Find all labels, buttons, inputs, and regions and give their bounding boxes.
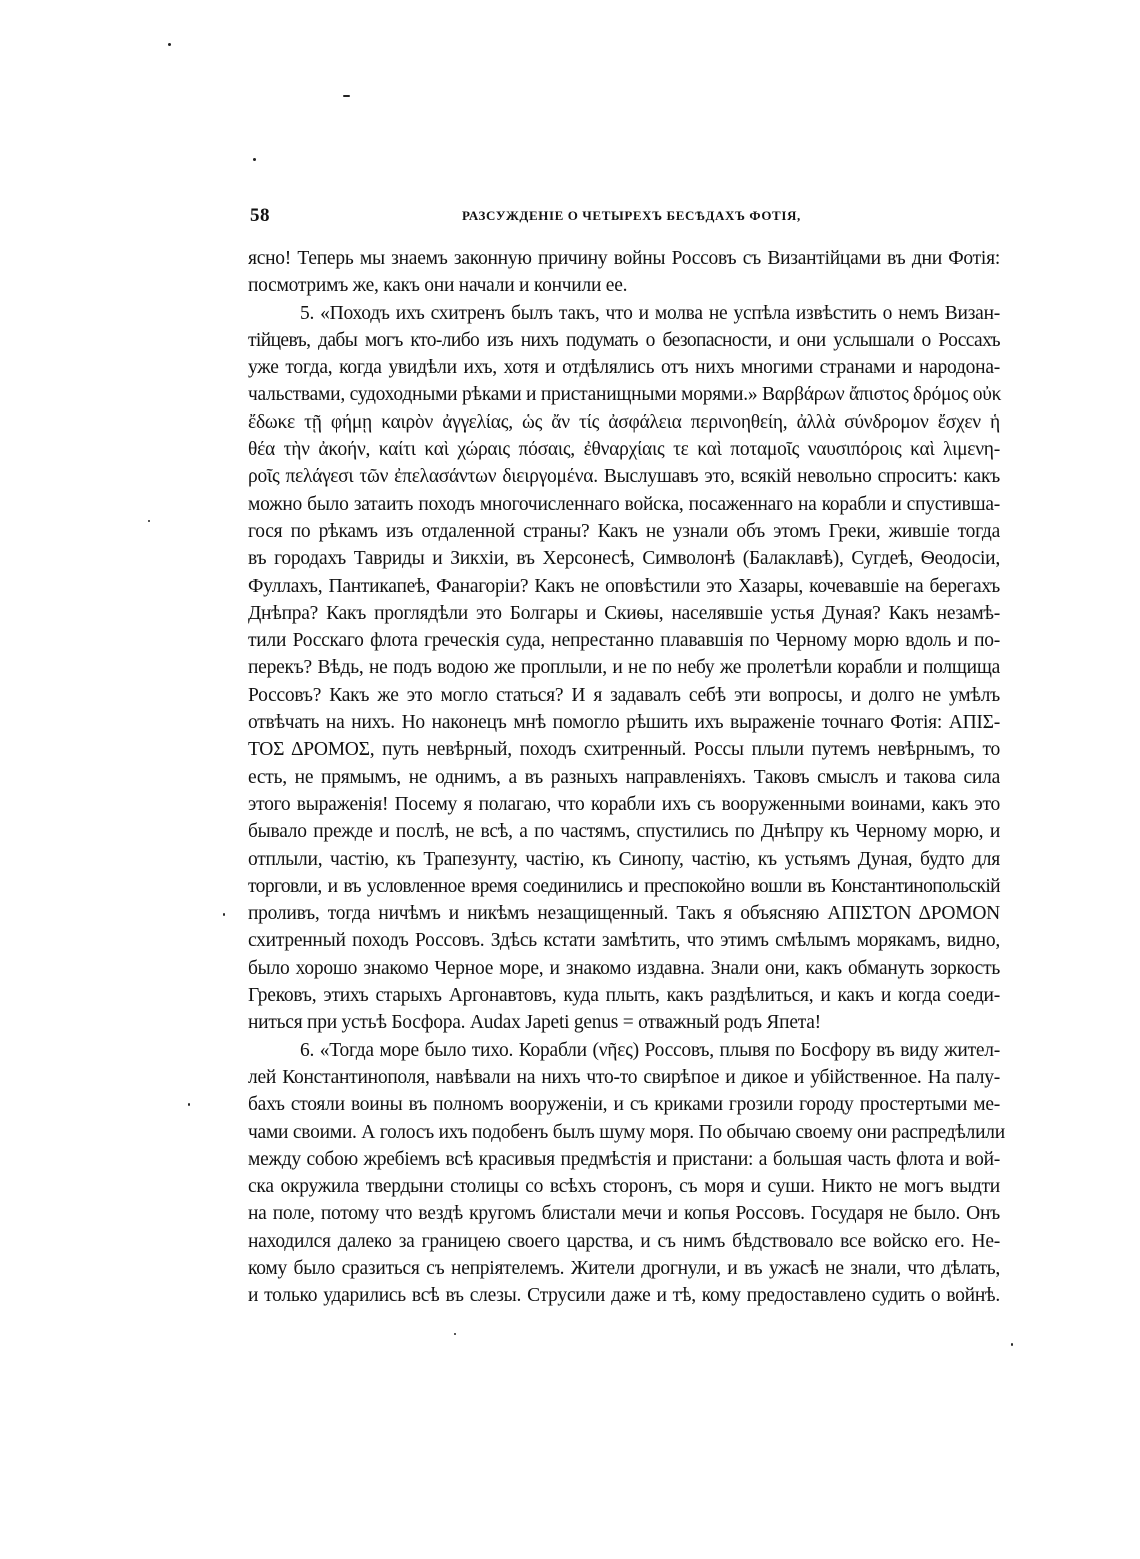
text-line: между собою жребіемъ всѣ красивыя предмѣстія и пристани: а большая часть флота и вой- (248, 1148, 1000, 1170)
text-line: было хорошо знакомо Черное море, и знакомо издавна. Знали они, какъ обмануть зоркость (248, 957, 1000, 979)
scan-speck (343, 95, 350, 97)
text-line: ясно! Теперь мы знаемъ законную причину войны Россовъ съ Византійцами въ дни Фотія: (248, 248, 1000, 269)
text-line: ροῖς πελάγεσι τῶν ἐπελασάντων διειργομένα. Выслушавъ это, всякій невольно спроситъ: какъ (248, 466, 1000, 488)
text-line: θέα τὴν ἀκοήν, καίτι καὶ χώραις πόσαις, ἐθναρχίαις τε καὶ ποταμοῖς ναυσιπόροις καὶ λιμενη- (248, 439, 1000, 461)
text-line: въ городахъ Тавриды и Зикхіи, въ Херсонесѣ, Символонѣ (Балаклавѣ), Сугдеѣ, Ѳеодосіи, (248, 548, 1000, 570)
text-line: на поле, потому что вездѣ кругомъ блистали мечи и копья Россовъ. Государя не было. Онъ (248, 1203, 1000, 1225)
text-line: этого выраженія! Посему я полагаю, что корабли ихъ съ вооруженными воинами, какъ это (248, 793, 1000, 815)
scan-speck (168, 43, 171, 46)
paragraph-start-line: 6. «Тогда море было тихо. Корабли (νῆες) Россовъ, плывя по Босфору въ виду жител- (300, 1039, 1000, 1061)
text-line: и только ударились всѣ въ слезы. Струсили даже и тѣ, кому предоставлено судить о войнѣ. (248, 1285, 1000, 1307)
text-line: можно было затаить походъ многочисленнаго войска, посаженнаго на корабли и спустивша- (248, 493, 1000, 515)
text-line: Фуллахъ, Пантикапеѣ, Фанагоріи? Какъ не оповѣстили это Хазары, кочевавшіе на берегахъ (248, 575, 1000, 597)
text-line: Грековъ, этихъ старыхъ Аргонавтовъ, куда плыть, какъ раздѣлиться, и какъ и когда соеди- (248, 985, 1000, 1007)
paragraph-start-line: 5. «Походъ ихъ схитренъ былъ такъ, что и молва не успѣла извѣстить о немъ Визан- (300, 302, 1000, 324)
text-line: уже тогда, когда увидѣли ихъ, хотя и отдѣлялись отъ нихъ многими странами и народона- (248, 357, 1000, 379)
scan-speck (1011, 1343, 1013, 1346)
scan-speck (454, 1333, 456, 1335)
text-line: Россовъ? Какъ же это могло статься? И я задавалъ себѣ эти вопросы, и долго не умѣлъ (248, 684, 1000, 706)
text-line: есть, не прямымъ, не однимъ, а въ разныхъ направленіяхъ. Таковъ смыслъ и такова сила (248, 766, 1000, 788)
text-line: торговли, и въ условленное время соединились и преспокойно вошли въ Константинопольскій (248, 875, 1000, 897)
text-line: схитренный походъ Россовъ. Здѣсь кстати замѣтить, что этимъ смѣлымъ морякамъ, видно, (248, 930, 1000, 952)
page-header (250, 205, 1000, 227)
text-line: находился далеко за границею своего царства, и съ нимъ бѣдствовало все войско его. Не- (248, 1230, 1000, 1252)
text-line: ἔδωκε τῇ φήμῃ καιρὸν ἀγγελίας, ὡς ἄν τίς ἀσφάλεια περινοηθείη, ἀλλὰ σύνδρομον ἔσχεν ἡ (248, 411, 1000, 433)
body-text (248, 245, 1005, 1310)
text-line: ска окружила твердыни столицы со всѣхъ сторонъ, съ моря и суши. Никто не могъ выдти (248, 1176, 1000, 1198)
scan-speck (223, 913, 225, 916)
text-line: проливъ, тогда ничѣмъ и никѣмъ незащищенный. Такъ я объясняю ΑΠΙΣΤΟΝ ΔΡΟΜΟΝ (248, 903, 1000, 925)
text-line: бывало прежде и послѣ, не всѣ, а по частямъ, спустились по Днѣпру къ Черному морю, и (248, 821, 1000, 843)
text-line: Днѣпра? Какъ проглядѣли это Болгары и Скиѳы, населявшіе устья Дуная? Какъ незамѣ- (248, 602, 1000, 624)
text-line: тили Росскаго флота греческія суда, непрестанно плававшія по Черному морю вдоль и по- (248, 630, 1000, 652)
text-line: отплыли, частію, къ Трапезунту, частію, къ Синопу, частію, къ устьямъ Дуная, будто для (248, 848, 1000, 870)
text-line: чами своими. А голосъ ихъ подобенъ былъ шуму моря. По обычаю своему они распредѣлили (248, 1121, 1005, 1143)
text-line: чальствами, судоходными рѣками и пристанищными морями.» Βαρβάρων ἄπιστος δρόμος οὐκ (248, 384, 1002, 406)
scan-speck (188, 1103, 190, 1106)
text-line: посмотримъ же, какъ они начали и кончили ее. (248, 275, 628, 297)
scan-speck (253, 158, 256, 161)
text-line: ниться при устьѣ Босфора. Audax Japeti genus = отважный родъ Япета! (248, 1012, 821, 1034)
text-line: ΤΟΣ ΔΡΟΜΟΣ, путь невѣрный, походъ схитренный. Россы плыли путемъ невѣрнымъ, то (248, 739, 1000, 761)
page-number: 58 (250, 205, 270, 226)
text-line: гося по рѣкамъ изъ отдаленной страны? Какъ не узнали объ этомъ Греки, жившіе тогда (248, 520, 1000, 542)
scan-speck (148, 520, 150, 522)
text-line: перекъ? Вѣдь, не подъ водою же проплыли, и не по небу же пролетѣли корабли и полщища (248, 657, 1000, 679)
running-title: РАЗСУЖДЕНІЕ О ЧЕТЫРЕХЪ БЕСѢДАХЪ ФОТІЯ, (462, 208, 801, 223)
text-line: бахъ стояли воины въ полномъ вооруженіи, и съ криками грозили городу простертыми ме- (248, 1094, 1000, 1116)
text-line: тійцевъ, дабы могъ кто-либо изъ нихъ подумать о безопасности, и они услышали о Россахъ (248, 329, 1000, 351)
text-line: кому было сразиться съ непріятелемъ. Жители дрогнули, и въ ужасѣ не знали, что дѣлать, (248, 1257, 1000, 1279)
text-line: лей Константинополя, навѣвали на нихъ что-то свирѣпое и дикое и убійственное. На палу- (248, 1066, 1000, 1088)
text-line: отвѣчать на нихъ. Но наконецъ мнѣ помогло рѣшить ихъ выраженіе точнаго Фотія: ΑΠΙΣ- (248, 712, 1000, 734)
